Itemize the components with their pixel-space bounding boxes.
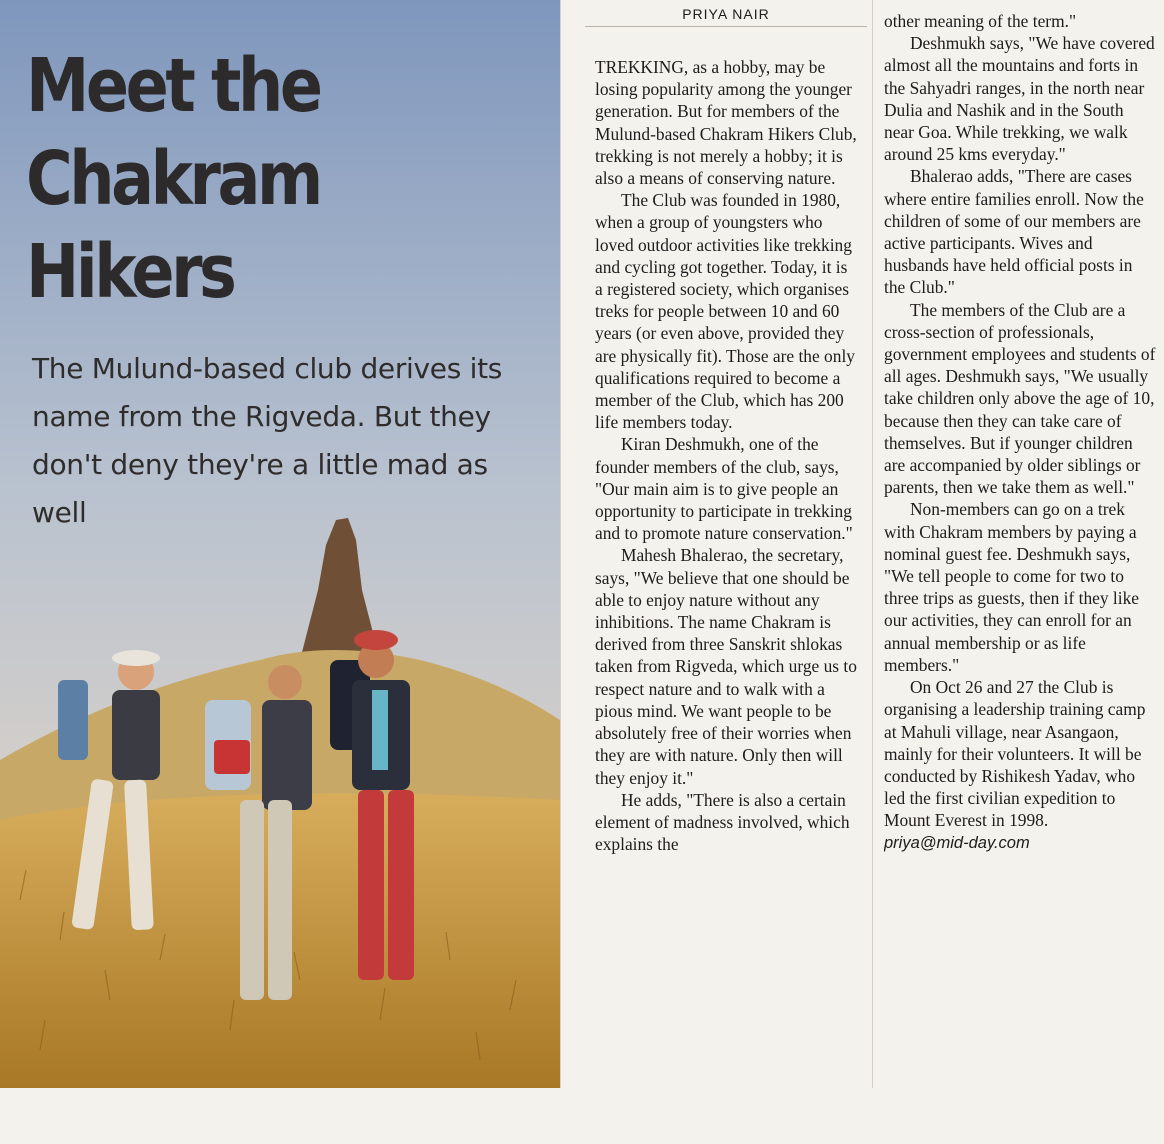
- paragraph: other meaning of the term.": [884, 11, 1077, 31]
- hero-photo: [0, 0, 561, 1088]
- paragraph: TREKKING, as a hobby, may be losing popularity among the younger generation. But for members of the Mulund-based Chakram Hikers Club, trekking is not merely a hobby; it is also a means of conserving nature.: [595, 57, 857, 189]
- author-email: priya@mid-day.com: [884, 833, 1030, 852]
- deck-subheadline: The Mulund-based club derives its name from the Rigveda. But they don't deny they're a little mad as well: [32, 352, 503, 529]
- paragraph: Deshmukh says, "We have covered almost all the mountains and forts in the Sahyadri ranges, in the north near Dulia and Nashik and in the South near Goa. While trekking, we walk around 25 kms everyday.": [884, 33, 1155, 165]
- paragraph: He adds, "There is also a certain element of madness involved, which explains the: [595, 789, 850, 855]
- paragraph: Mahesh Bhalerao, the secretary, says, "We believe that one should be able to enjoy nature without any inhibitions. The name Chakram is derived from three Sanskrit shlokas taken from Rigveda, which urge us to respect nature and to walk with a pious mind. We want people to be absolutely free of their worries when they are with nature. Only then will they enjoy it.": [595, 545, 857, 788]
- paragraph: Bhalerao adds, "There are cases where entire families enroll. Now the children of some of our members are active participants. Wives and husbands have held official posts in the Club.": [884, 166, 1144, 298]
- paragraph: Kiran Deshmukh, one of the founder members of the club, says, "Our main aim is to give people an opportunity to participate in trekking and to promote nature conservation.": [595, 434, 853, 544]
- paragraph: The Club was founded in 1980, when a group of youngsters who loved outdoor activities like trekking and cycling got together. Today, it is a registered society, which organises treks for people between 10 and 60 years (or even above, provided they are physically fit). Those are the only qualifications required to become a member of the Club, which has 200 life members today.: [595, 190, 855, 433]
- column-divider: [872, 0, 873, 1088]
- article-column-1: [595, 56, 859, 1144]
- paragraph: On Oct 26 and 27 the Club is organising a leadership training camp at Mahuli village, near Asangaon, mainly for their volunteers. It will be conducted by Rishikesh Yadav, who led the first civilian expedition to Mount Everest in 1998.: [884, 677, 1146, 831]
- paragraph: Non-members can go on a trek with Chakram members by paying a nominal guest fee. Deshmukh says, "We tell people to come for two to three trips as guests, then if they like our activities, they can enroll for an annual membership or as life members.": [884, 499, 1140, 675]
- headline: Meet the Chakram Hikers: [26, 43, 320, 315]
- byline: PRIYA NAIR: [585, 6, 867, 27]
- article-column-2: [884, 10, 1156, 1098]
- paragraph: The members of the Club are a cross-section of professionals, government employees and students of all ages. Deshmukh says, "We usually take children only above the age of 10, because then they can take care of themselves. But if younger children are accompanied by older siblings or parents, then we take them as well.": [884, 299, 1156, 498]
